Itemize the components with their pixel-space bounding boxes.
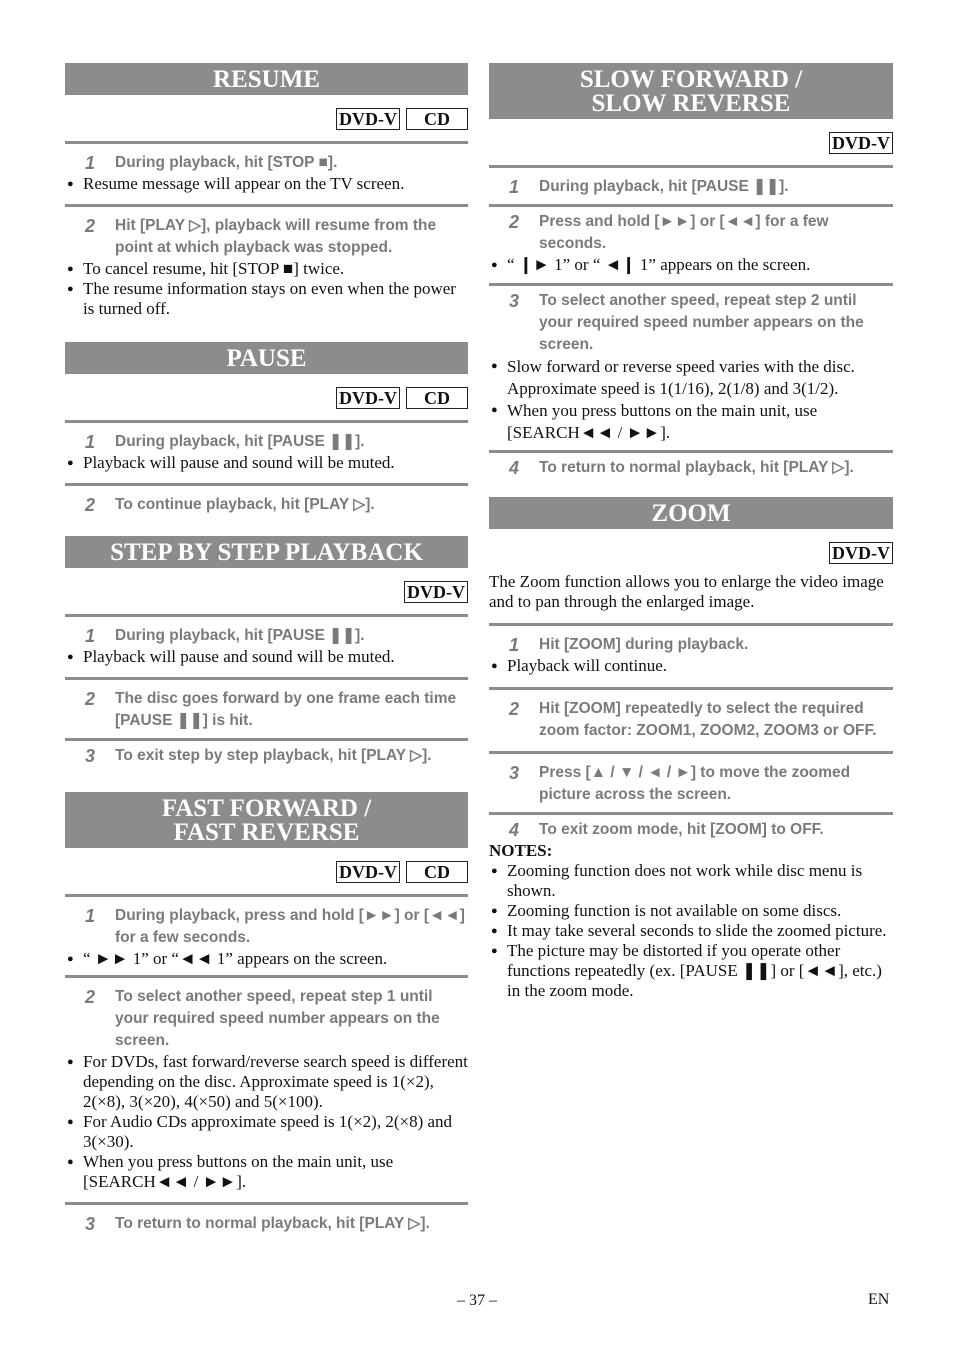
- pause-badges: [65, 387, 468, 411]
- resume-badges: [65, 108, 468, 132]
- notes-heading: NOTES:: [489, 841, 553, 860]
- step-2: 2 To select another speed, repeat step 1 until your required speed number appears on the screen.: [85, 987, 440, 1049]
- step-1: 1 During playback, hit [PAUSE ❚❚].: [85, 432, 365, 452]
- note-item: ● It may take several seconds to slide the zoomed picture.: [491, 921, 887, 940]
- bullet-item: ● “ ►► 1” or “◄◄ 1” appears on the screen.: [67, 949, 388, 968]
- fast-badges: [65, 861, 468, 885]
- bullet-item: ● For DVDs, fast forward/reverse search speed is different depending on the disc. Approximate speed is 1(×2), 2(×8), 3(×20), 4(×50) and 5(×100).: [67, 1052, 468, 1111]
- zoom-section: [489, 497, 893, 1001]
- pause-heading: PAUSE: [65, 342, 468, 374]
- note-item: ● Zooming function is not available on some discs.: [491, 901, 842, 920]
- step-2: 2 To continue playback, hit [PLAY ▷].: [85, 495, 375, 515]
- dvd-v-badge: DVD-V: [829, 542, 893, 564]
- step-1: 1 During playback, press and hold [►►] or [◄◄] for a few seconds.: [85, 906, 465, 946]
- note-item: ● Zooming function does not work while disc menu is shown.: [491, 861, 863, 900]
- zoom-heading: ZOOM: [489, 497, 893, 529]
- dvd-v-badge: DVD-V: [829, 132, 893, 154]
- step-3: 3 To return to normal playback, hit [PLAY ▷].: [85, 1214, 430, 1234]
- dvd-v-badge: DVD-V: [336, 108, 400, 130]
- step-playback-badges: [65, 581, 468, 605]
- step-2: 2 Hit [PLAY ▷], playback will resume from the point at which playback was stopped.: [85, 216, 437, 256]
- step-3: 3 Press [▲ / ▼ / ◄ / ►] to move the zoomed picture across the screen.: [509, 763, 851, 803]
- step-3: 3 To select another speed, repeat step 2 until your required speed number appears on the screen.: [509, 291, 864, 353]
- cd-badge: CD: [406, 861, 468, 883]
- resume-section: [65, 63, 468, 319]
- step-1: 1 During playback, hit [PAUSE ❚❚].: [509, 177, 789, 197]
- bullet-item: ● Playback will pause and sound will be muted.: [67, 647, 395, 666]
- resume-heading: RESUME: [65, 63, 468, 95]
- note-item: ● The picture may be distorted if you operate other functions repeatedly (ex. [PAUSE ❚❚] or [◄◄], etc.) in the zoom mode.: [491, 941, 882, 1000]
- step-1: 1 Hit [ZOOM] during playback.: [509, 635, 749, 655]
- step-1: 1 During playback, hit [PAUSE ❚❚].: [85, 626, 365, 646]
- zoom-intro: The Zoom function allows you to enlarge the video image and to pan through the enlarged image.: [489, 572, 884, 611]
- step-2: 2 Press and hold [►►] or [◄◄] for a few seconds.: [509, 212, 829, 252]
- page-number: – 37 –: [457, 1292, 497, 1309]
- fast-section: [65, 792, 468, 1235]
- zoom-badges: [489, 542, 893, 566]
- dvd-v-badge: DVD-V: [404, 581, 468, 603]
- cd-badge: CD: [406, 387, 468, 409]
- step-3: 3 To exit step by step playback, hit [PLAY ▷].: [85, 746, 432, 766]
- bullet-item: ● Playback will pause and sound will be muted.: [67, 453, 395, 472]
- cd-badge: CD: [406, 108, 468, 130]
- bullet-item: ● To cancel resume, hit [STOP ■] twice.: [67, 259, 345, 278]
- bullet-item: ● Slow forward or reverse speed varies with the disc. Approximate speed is 1(1/16), 2(1/8) and 3(1/2).: [491, 357, 855, 398]
- dvd-v-badge: DVD-V: [336, 861, 400, 883]
- bullet-item: ● When you press buttons on the main unit, use [SEARCH◄◄ / ►►].: [67, 1152, 394, 1191]
- pause-section: [65, 342, 468, 516]
- slow-section: [489, 63, 893, 479]
- step-4: 4 To return to normal playback, hit [PLAY ▷].: [509, 458, 854, 478]
- slow-heading: SLOW FORWARD / SLOW REVERSE: [489, 63, 893, 119]
- bullet-item: ● For Audio CDs approximate speed is 1(×2), 2(×8) and 3(×30).: [67, 1112, 453, 1151]
- bullet-item: ● Resume message will appear on the TV screen.: [67, 174, 405, 193]
- bullet-item: ● When you press buttons on the main unit, use [SEARCH◄◄ / ►►].: [491, 401, 818, 442]
- dvd-v-badge: DVD-V: [336, 387, 400, 409]
- step-playback-heading: STEP BY STEP PLAYBACK: [65, 536, 468, 568]
- fast-heading: FAST FORWARD / FAST REVERSE: [65, 792, 468, 848]
- language-code: EN: [868, 1291, 890, 1308]
- step-2: 2 Hit [ZOOM] repeatedly to select the required zoom factor: ZOOM1, ZOOM2, ZOOM3 or OFF.: [509, 699, 877, 739]
- bullet-item: ● “ ❙► 1” or “ ◄❙ 1” appears on the screen.: [491, 255, 811, 274]
- step-4: 4 To exit zoom mode, hit [ZOOM] to OFF.: [509, 820, 824, 840]
- step-1: 1 During playback, hit [STOP ■].: [85, 153, 338, 173]
- bullet-item: ● The resume information stays on even when the power is turned off.: [67, 279, 456, 318]
- step-2: 2 The disc goes forward by one frame each time [PAUSE ❚❚] is hit.: [85, 689, 457, 729]
- bullet-item: ● Playback will continue.: [491, 656, 668, 675]
- slow-badges: [489, 132, 893, 156]
- step-playback-section: [65, 536, 468, 767]
